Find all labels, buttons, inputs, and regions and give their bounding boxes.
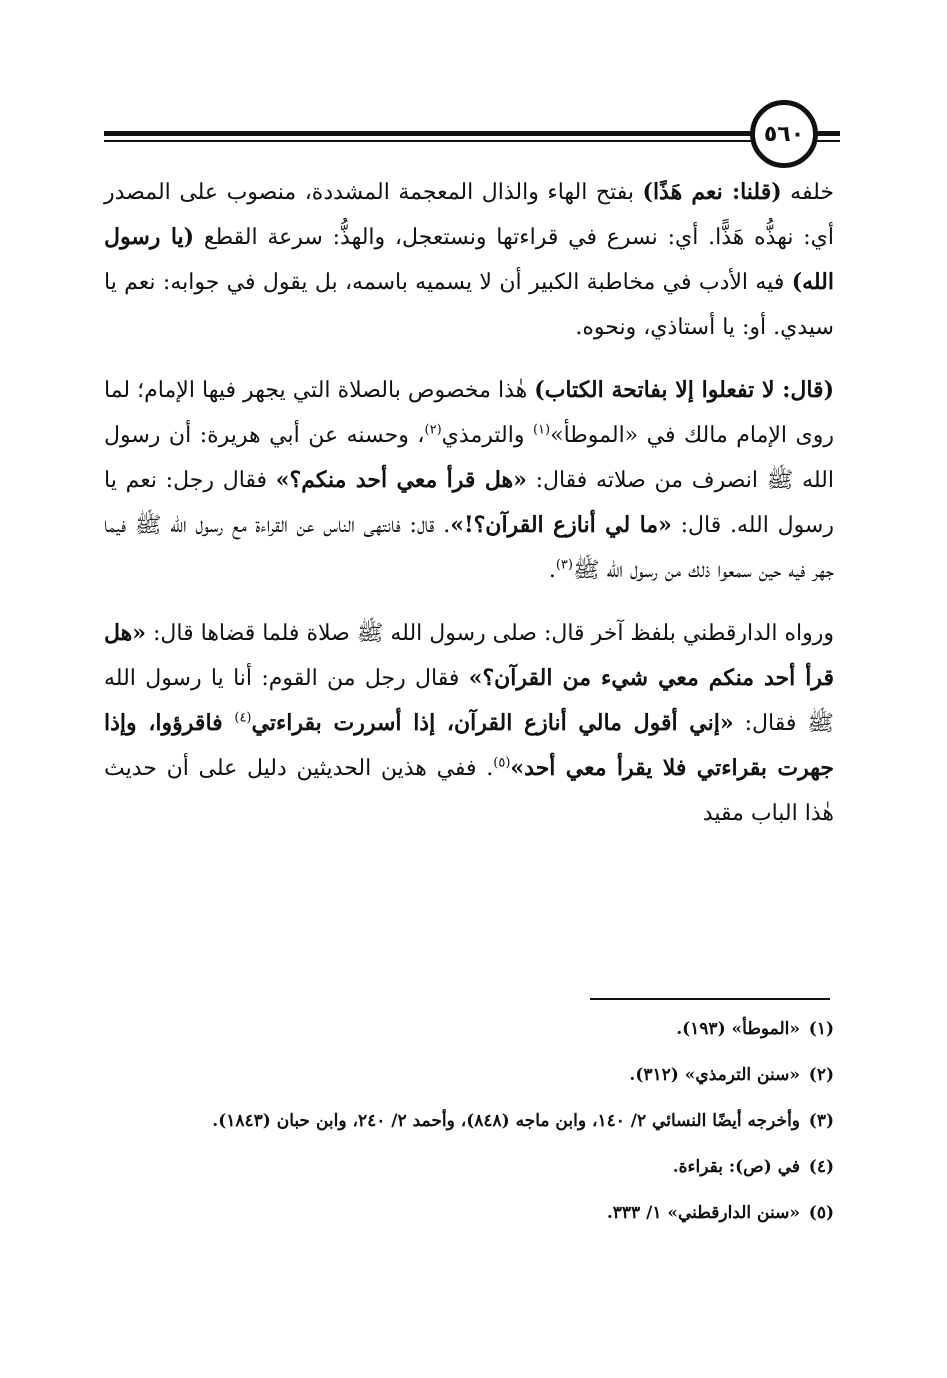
text-run: هٰذا مخصوص بالصلاة التي يجهر فيها الإمام؛ لما روى الإمام مالك في «الموطأ» [104, 378, 835, 448]
footnote-text: «الموطأ» (١٩٣). [676, 1019, 800, 1039]
text-run: . قال: فانتهى الناس عن القراءة مع رسول الله ﷺ فيما جهر فيه حين سمعوا ذلك من رسول الله ﷺ [104, 513, 834, 583]
text-run: بفتح الهاء والذال المعجمة المشددة، منصوب على المصدر أي: نهذُّه هَذًّا. أي: نسرع في قراءتها ونستعجل، والهذُّ: سرعة القطع [104, 180, 834, 250]
footnote-separator [590, 998, 830, 1000]
main-text [104, 170, 834, 836]
bold-quote: (يا رسول الله) [104, 224, 834, 295]
bold-quote: «إني أقول مالي أنازع القرآن، إذا أسررت بقراءتي [251, 710, 734, 736]
bold-quote: «ما لي أنازع القرآن؟!» [450, 512, 672, 538]
page-header [104, 100, 840, 174]
paragraph [104, 368, 834, 593]
footnotes [104, 1012, 834, 1242]
header-rule-thick [104, 131, 790, 136]
footnote [104, 1104, 834, 1138]
text-run: فيه الأدب في مخاطبة الكبير أن لا يسميه باسمه، بل يقول في جوابه: نعم يا سيدي. أو: يا أستاذي، ونحوه. [104, 270, 834, 340]
footnote [104, 1150, 834, 1184]
footnote-number: (١) [808, 1019, 834, 1039]
header-rule-thin [104, 140, 790, 142]
text-run: . [548, 558, 556, 583]
footnote-ref: (٢) [424, 422, 442, 438]
footnote-number: (٣) [808, 1111, 834, 1131]
footnote-text: «سنن الترمذي» (٣١٢). [629, 1065, 800, 1085]
page-number: ٥٦٠ [750, 100, 818, 168]
bold-quote: (قلنا: نعم هَذًا) [642, 179, 782, 205]
text-run: فقال رجل: نعم يا رسول الله. قال: [104, 468, 834, 538]
text-run: فقال رجل من القوم: أنا يا رسول الله ﷺ فقال: [104, 666, 834, 736]
bold-quote: «هل قرأ معي أحد منكم؟» [275, 467, 527, 493]
footnote-ref: (١) [532, 422, 551, 438]
bold-quote: فاقرؤوا، وإذا جهرت بقراءتي فلا يقرأ معي أحد» [104, 710, 834, 781]
footnote-text: في (ص): بقراءة. [672, 1157, 800, 1177]
text-run: . ففي هذين الحديثين دليل على أن حديث هٰذا الباب مقيد [104, 756, 834, 826]
text-run: ورواه الدارقطني بلفظ آخر قال: صلى رسول الله ﷺ صلاة فلما قضاها قال: [146, 621, 834, 646]
footnote [104, 1012, 834, 1046]
footnote-text: «سنن الدارقطني» ١/ ٣٣٣. [606, 1203, 800, 1223]
text-run: خلفه [781, 180, 834, 205]
footnote-text: وأخرجه أيضًا النسائي ٢/ ١٤٠، وابن ماجه (٨٤٨)، وأحمد ٢/ ٢٤٠، وابن حبان (١٨٤٣). [212, 1111, 800, 1131]
footnote-number: (٢) [808, 1065, 834, 1085]
bold-quote: (قال: لا تفعلوا إلا بفاتحة الكتاب) [534, 377, 834, 403]
footnote-ref: (٥) [493, 755, 511, 771]
footnote-ref: (٣) [555, 557, 573, 573]
paragraph [104, 170, 834, 350]
bold-quote: «هل قرأ أحد منكم معي شيء من القرآن؟» [104, 620, 835, 691]
footnote [104, 1058, 834, 1092]
footnote-number: (٥) [808, 1203, 834, 1223]
text-run: ، وحسنه عن أبي هريرة: أن رسول الله ﷺ انصرف من صلاته فقال: [104, 423, 834, 493]
text-run: والترمذي [441, 423, 533, 448]
footnote [104, 1196, 834, 1230]
footnote-ref: (٤) [234, 710, 252, 726]
footnote-number: (٤) [808, 1157, 834, 1177]
paragraph [104, 611, 834, 836]
